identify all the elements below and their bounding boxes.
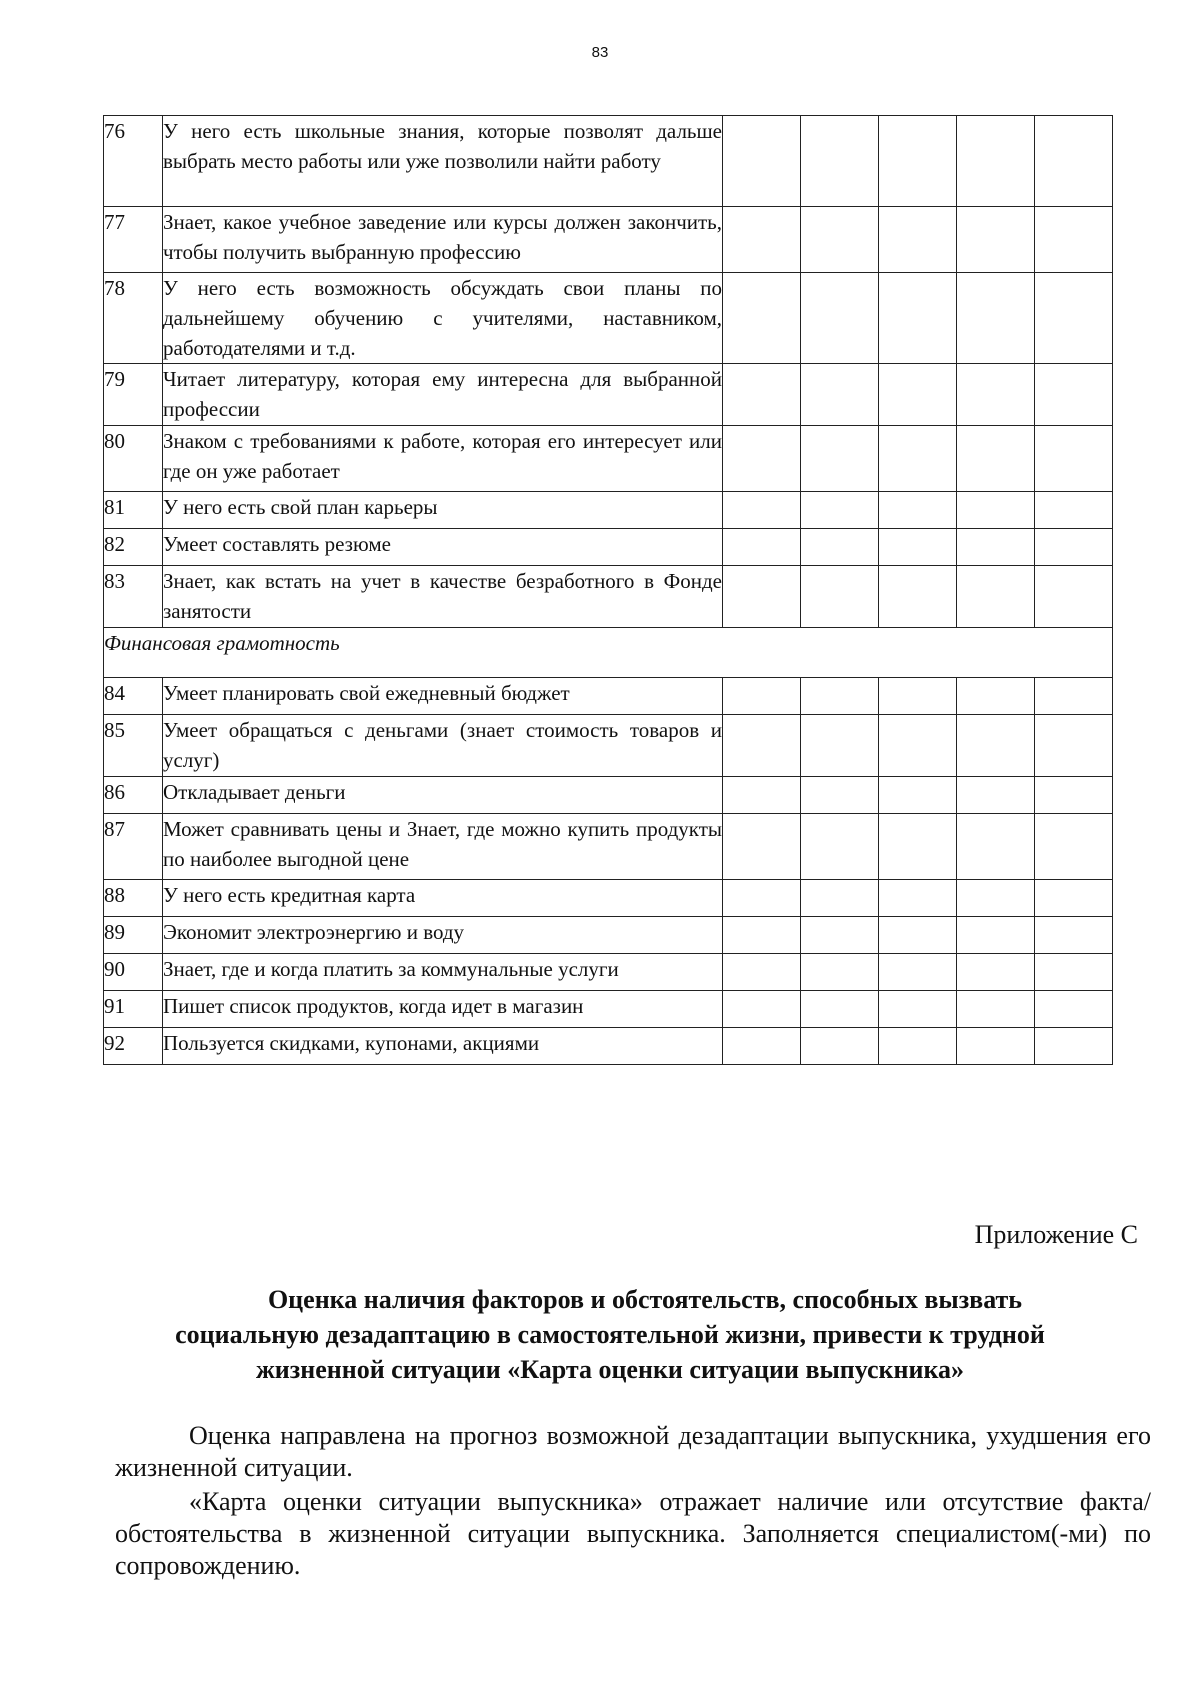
- row-text: Может сравнивать цены и Знает, где можно купить продукты по наиболее выгодной цене: [163, 814, 723, 880]
- rating-cell[interactable]: [957, 529, 1035, 566]
- row-text: Откладывает деньги: [163, 777, 723, 814]
- table-row: [104, 1028, 1113, 1065]
- rating-cell[interactable]: [1035, 954, 1113, 991]
- rating-cell[interactable]: [879, 777, 957, 814]
- rating-cell[interactable]: [723, 715, 801, 777]
- rating-cell[interactable]: [879, 426, 957, 492]
- row-text: Знает, где и когда платить за коммунальные услуги: [163, 954, 723, 991]
- rating-cell[interactable]: [957, 715, 1035, 777]
- rating-cell[interactable]: [957, 954, 1035, 991]
- rating-cell[interactable]: [801, 364, 879, 426]
- row-text: Пользуется скидками, купонами, акциями: [163, 1028, 723, 1065]
- table-row: [104, 426, 1113, 492]
- rating-cell[interactable]: [957, 207, 1035, 273]
- rating-cell[interactable]: [957, 426, 1035, 492]
- table-body-finance: [104, 678, 1113, 1065]
- rating-cell[interactable]: [801, 273, 879, 364]
- rating-cell[interactable]: [723, 954, 801, 991]
- row-text: Умеет планировать свой ежедневный бюджет: [163, 678, 723, 715]
- row-text: Знаком с требованиями к работе, которая его интересует или где он уже работает: [163, 426, 723, 492]
- rating-cell[interactable]: [879, 954, 957, 991]
- rating-cell[interactable]: [801, 954, 879, 991]
- rating-cell[interactable]: [957, 917, 1035, 954]
- rating-cell[interactable]: [1035, 116, 1113, 207]
- row-number: 81: [104, 492, 163, 529]
- row-text: Умеет обращаться с деньгами (знает стоимость товаров и услуг): [163, 715, 723, 777]
- rating-cell[interactable]: [879, 991, 957, 1028]
- appendix-label: Приложение С: [974, 1220, 1138, 1249]
- table-row: [104, 207, 1113, 273]
- row-text: У него есть кредитная карта: [163, 880, 723, 917]
- section-row: [104, 628, 1113, 678]
- row-number: 92: [104, 1028, 163, 1065]
- table-row: [104, 991, 1113, 1028]
- rating-cell[interactable]: [879, 273, 957, 364]
- row-text: У него есть возможность обсуждать свои планы по дальнейшему обучению с учителями, наставником, работодателями и т.д.: [163, 273, 723, 364]
- rating-cell[interactable]: [957, 1028, 1035, 1065]
- rating-cell[interactable]: [879, 492, 957, 529]
- rating-cell[interactable]: [1035, 715, 1113, 777]
- title-line-1: Оценка наличия факторов и обстоятельств, способных вызвать: [267, 1285, 1023, 1314]
- rating-cell[interactable]: [723, 777, 801, 814]
- row-number: 76: [104, 116, 163, 207]
- title-line-3: жизненной ситуации «Карта оценки ситуации выпускника»: [255, 1355, 965, 1384]
- rating-cell[interactable]: [1035, 1028, 1113, 1065]
- row-number: 88: [104, 880, 163, 917]
- rating-cell[interactable]: [957, 678, 1035, 715]
- rating-cell[interactable]: [1035, 991, 1113, 1028]
- row-number: 77: [104, 207, 163, 273]
- table-row: [104, 715, 1113, 777]
- paragraph-2: [115, 1486, 1151, 1582]
- row-number: 82: [104, 529, 163, 566]
- table-body-career: [104, 116, 1113, 628]
- rating-cell[interactable]: [801, 1028, 879, 1065]
- row-text: Экономит электроэнергию и воду: [163, 917, 723, 954]
- table-section: [104, 628, 1113, 678]
- rating-cell[interactable]: [723, 678, 801, 715]
- rating-cell[interactable]: [723, 364, 801, 426]
- page-number: 83: [591, 44, 609, 61]
- rating-cell[interactable]: [1035, 426, 1113, 492]
- rating-cell[interactable]: [879, 207, 957, 273]
- rating-cell[interactable]: [801, 917, 879, 954]
- row-text: Умеет составлять резюме: [163, 529, 723, 566]
- rating-cell[interactable]: [801, 207, 879, 273]
- row-text: У него есть школьные знания, которые позволят дальше выбрать место работы или уже позволили найти работу: [163, 116, 723, 207]
- paragraph-1-text: Оценка направлена на прогноз возможной дезадаптации выпускника, ухудшения его жизненной ситуации.: [115, 1421, 1151, 1482]
- row-number: 86: [104, 777, 163, 814]
- row-text: У него есть свой план карьеры: [163, 492, 723, 529]
- assessment-table: [103, 115, 1113, 1065]
- paragraph-1: [115, 1420, 1151, 1484]
- rating-cell[interactable]: [801, 566, 879, 628]
- rating-cell[interactable]: [1035, 880, 1113, 917]
- rating-cell[interactable]: [723, 492, 801, 529]
- rating-cell[interactable]: [1035, 207, 1113, 273]
- paragraph-2-text: «Карта оценки ситуации выпускника» отражает наличие или отсутствие факта/обстоятельства в жизненной ситуации выпускника. Заполняется специалистом(-ми) по сопровождению.: [115, 1487, 1151, 1580]
- row-number: 91: [104, 991, 163, 1028]
- table-row: [104, 492, 1113, 529]
- rating-cell[interactable]: [957, 991, 1035, 1028]
- rating-cell[interactable]: [801, 492, 879, 529]
- rating-cell[interactable]: [1035, 917, 1113, 954]
- rating-cell[interactable]: [801, 777, 879, 814]
- rating-cell[interactable]: [957, 364, 1035, 426]
- table-row: [104, 273, 1113, 364]
- rating-cell[interactable]: [1035, 529, 1113, 566]
- rating-cell[interactable]: [723, 207, 801, 273]
- rating-cell[interactable]: [879, 715, 957, 777]
- rating-cell[interactable]: [957, 566, 1035, 628]
- rating-cell[interactable]: [1035, 678, 1113, 715]
- row-number: 87: [104, 814, 163, 880]
- row-number: 90: [104, 954, 163, 991]
- rating-cell[interactable]: [879, 364, 957, 426]
- rating-cell[interactable]: [879, 116, 957, 207]
- table-row: [104, 954, 1113, 991]
- row-text: Пишет список продуктов, когда идет в магазин: [163, 991, 723, 1028]
- table-row: [104, 678, 1113, 715]
- row-number: 79: [104, 364, 163, 426]
- rating-cell[interactable]: [723, 273, 801, 364]
- rating-cell[interactable]: [957, 492, 1035, 529]
- rating-cell[interactable]: [801, 880, 879, 917]
- rating-cell[interactable]: [723, 426, 801, 492]
- title-line-2: социальную дезадаптацию в самостоятельной жизни, привести к трудной: [175, 1320, 1045, 1349]
- rating-cell[interactable]: [723, 1028, 801, 1065]
- table-row: [104, 364, 1113, 426]
- rating-cell[interactable]: [957, 116, 1035, 207]
- rating-cell[interactable]: [801, 529, 879, 566]
- rating-cell[interactable]: [879, 566, 957, 628]
- rating-cell[interactable]: [957, 273, 1035, 364]
- rating-cell[interactable]: [957, 880, 1035, 917]
- rating-cell[interactable]: [801, 678, 879, 715]
- rating-cell[interactable]: [1035, 364, 1113, 426]
- rating-cell[interactable]: [879, 678, 957, 715]
- rating-cell[interactable]: [1035, 814, 1113, 880]
- rating-cell[interactable]: [879, 917, 957, 954]
- rating-cell[interactable]: [723, 814, 801, 880]
- table-row: [104, 917, 1113, 954]
- rating-cell[interactable]: [801, 426, 879, 492]
- rating-cell[interactable]: [723, 917, 801, 954]
- rating-cell[interactable]: [957, 777, 1035, 814]
- row-number: 80: [104, 426, 163, 492]
- rating-cell[interactable]: [879, 814, 957, 880]
- rating-cell[interactable]: [1035, 777, 1113, 814]
- rating-cell[interactable]: [1035, 566, 1113, 628]
- table-row: [104, 880, 1113, 917]
- row-number: 78: [104, 273, 163, 364]
- rating-cell[interactable]: [723, 880, 801, 917]
- row-number: 89: [104, 917, 163, 954]
- table-row: [104, 529, 1113, 566]
- table-row: [104, 116, 1113, 207]
- rating-cell[interactable]: [1035, 273, 1113, 364]
- row-text: Читает литературу, которая ему интересна для выбранной профессии: [163, 364, 723, 426]
- row-number: 85: [104, 715, 163, 777]
- rating-cell[interactable]: [957, 814, 1035, 880]
- rating-cell[interactable]: [879, 880, 957, 917]
- rating-cell[interactable]: [1035, 492, 1113, 529]
- rating-cell[interactable]: [723, 991, 801, 1028]
- rating-cell[interactable]: [879, 529, 957, 566]
- row-text: Знает, какое учебное заведение или курсы должен закончить, чтобы получить выбранную профессию: [163, 207, 723, 273]
- rating-cell[interactable]: [801, 715, 879, 777]
- table-row: [104, 566, 1113, 628]
- row-number: 84: [104, 678, 163, 715]
- table-row: [104, 777, 1113, 814]
- row-text: Знает, как встать на учет в качестве безработного в Фонде занятости: [163, 566, 723, 628]
- rating-cell[interactable]: [723, 116, 801, 207]
- rating-cell[interactable]: [879, 1028, 957, 1065]
- row-number: 83: [104, 566, 163, 628]
- rating-cell[interactable]: [723, 529, 801, 566]
- rating-cell[interactable]: [801, 814, 879, 880]
- document-title: [130, 1282, 1090, 1387]
- rating-cell[interactable]: [723, 566, 801, 628]
- table-row: [104, 814, 1113, 880]
- section-label: Финансовая грамотность: [104, 628, 1113, 678]
- rating-cell[interactable]: [801, 991, 879, 1028]
- rating-cell[interactable]: [801, 116, 879, 207]
